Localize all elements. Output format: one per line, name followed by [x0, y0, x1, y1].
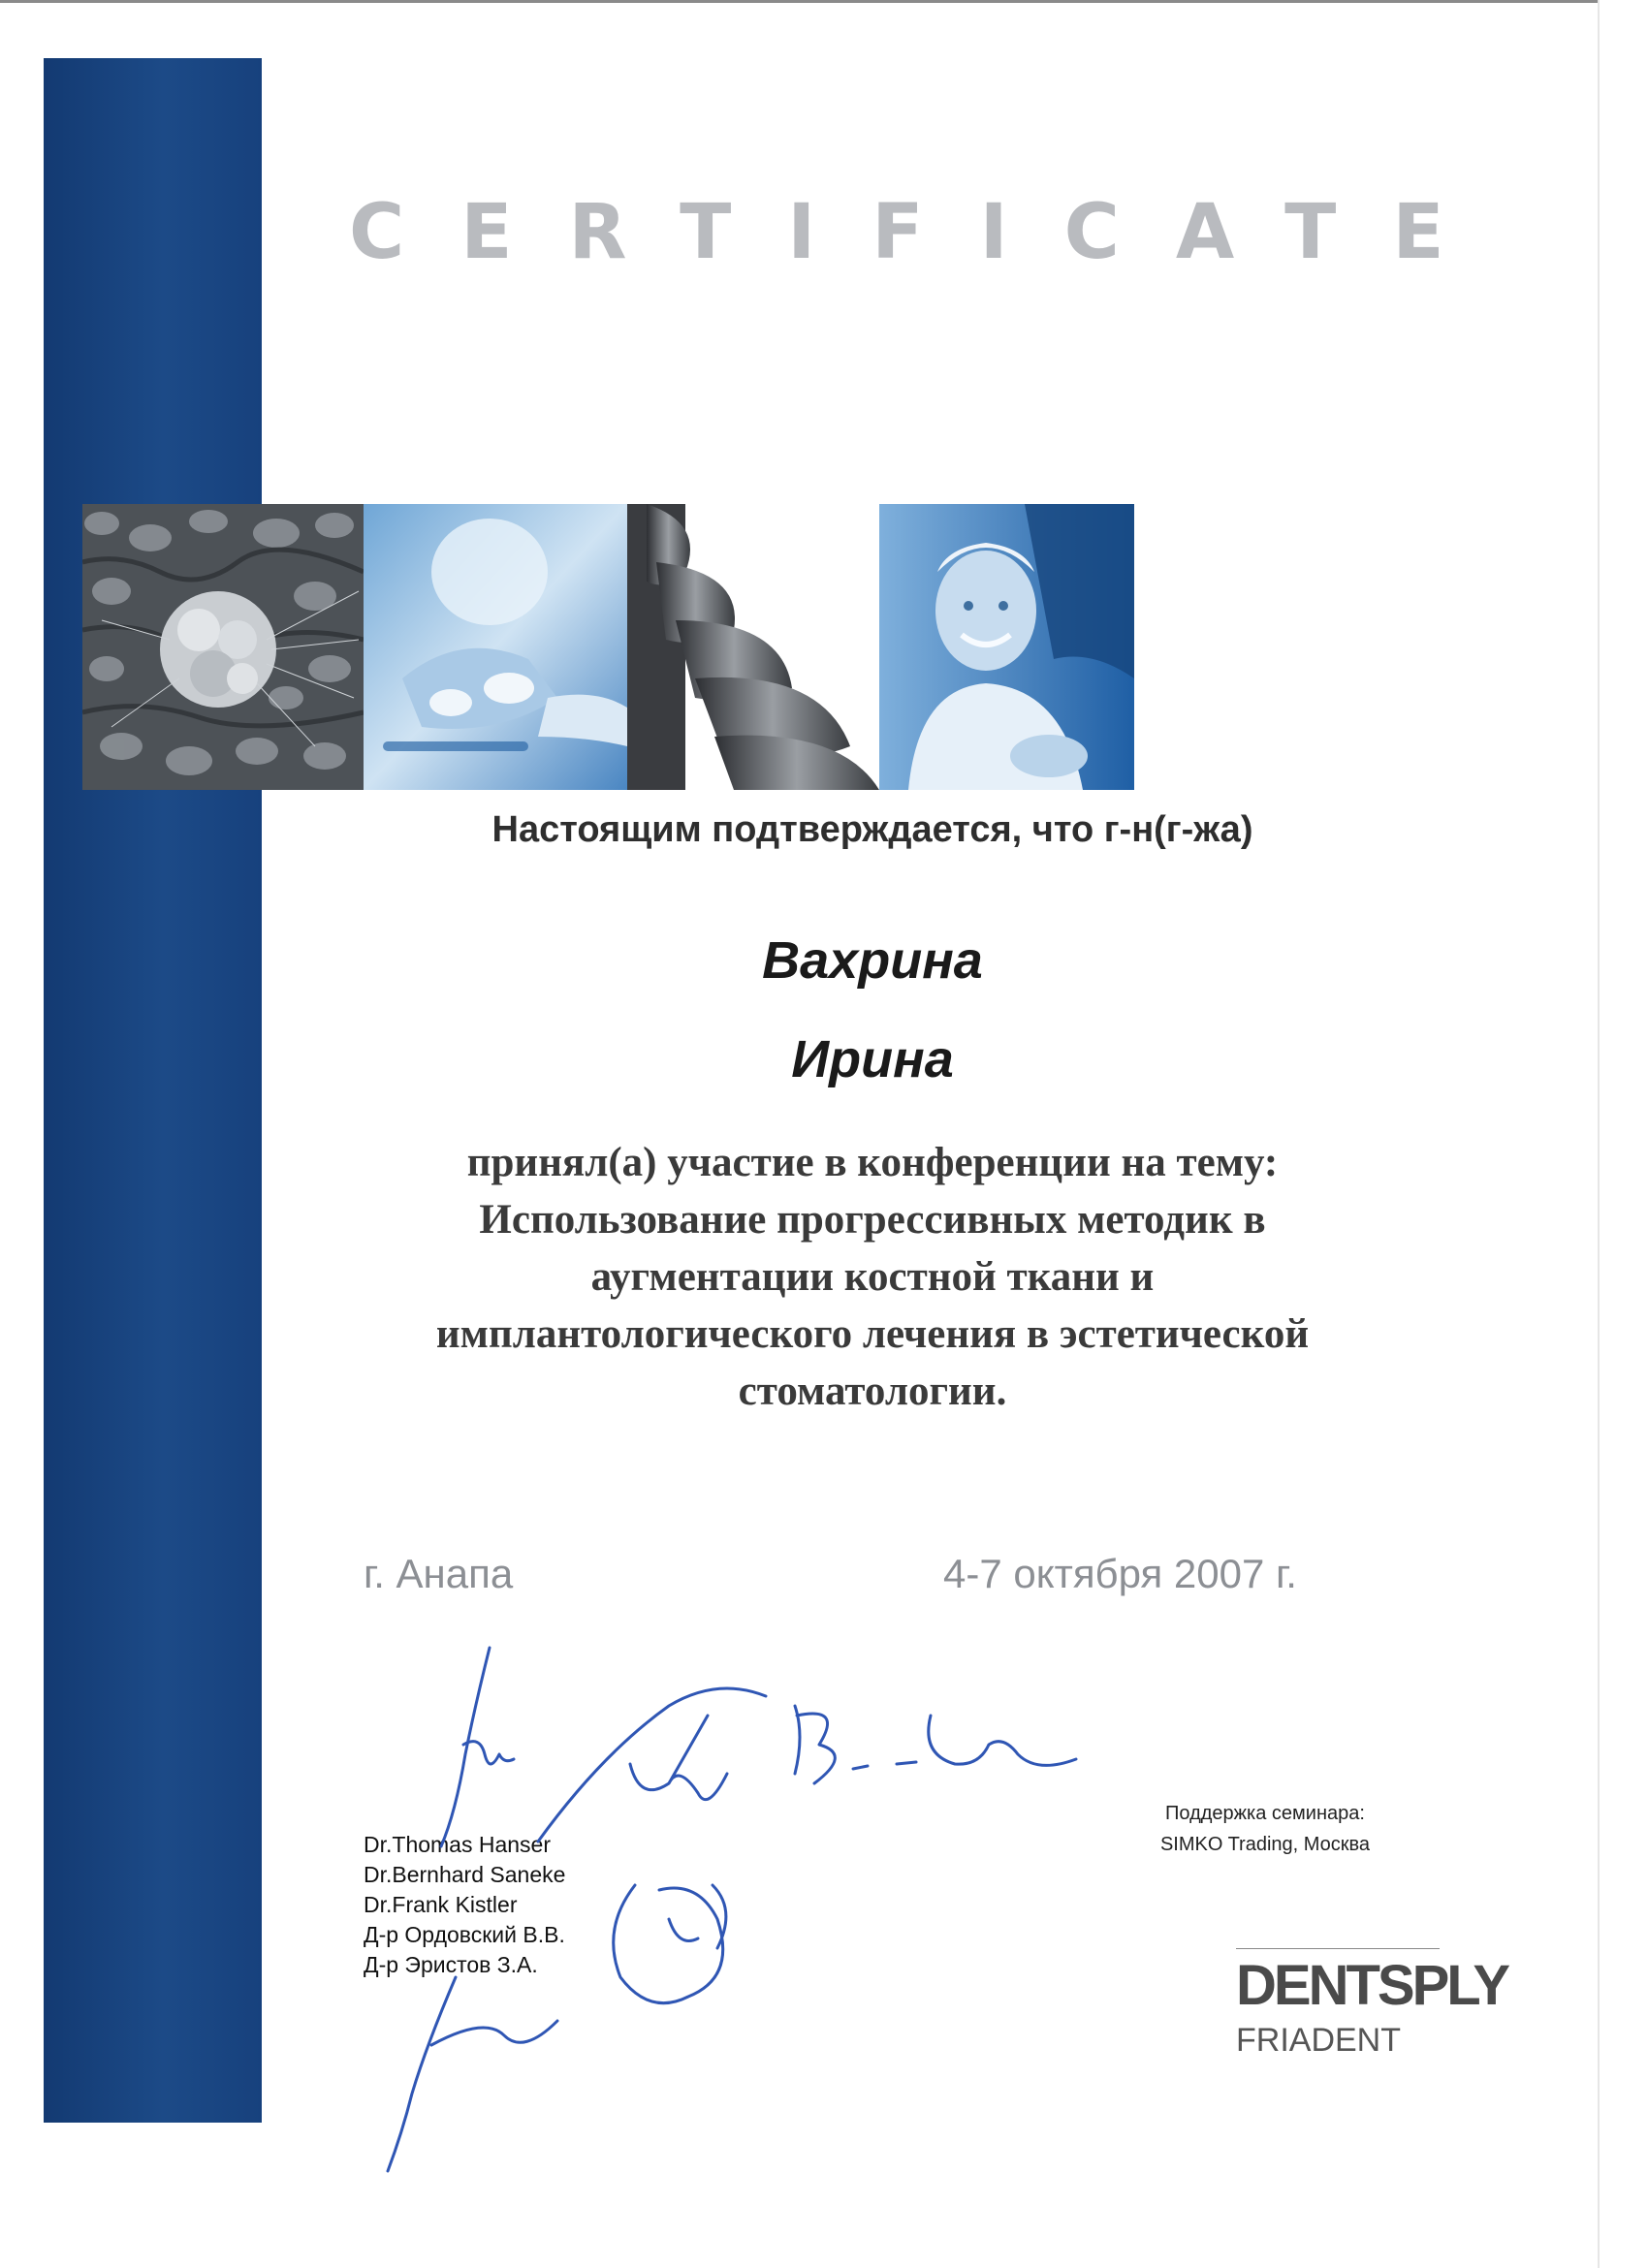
logo-divider: [1236, 1948, 1440, 1949]
photo-dental-lab: [364, 504, 627, 790]
support-organization: SIMKO Trading, Москва: [1159, 1834, 1371, 1855]
participation-line: принял(а) участие в конференции на тему:: [466, 1140, 1279, 1185]
signatory-name: Д-р Эристов З.А.: [364, 1952, 538, 1977]
participation-line: аугментации костной ткани и: [590, 1254, 1155, 1300]
page-right-edge: [1598, 0, 1600, 2268]
event-date: 4-7 октября 2007 г.: [943, 1551, 1297, 1596]
event-place: г. Анапа: [364, 1551, 514, 1596]
signatories-list: [364, 1830, 565, 1980]
participation-text: [349, 1134, 1396, 1420]
participation-line: имплантологического лечения в эстетической: [435, 1311, 1310, 1357]
page-top-edge: [0, 0, 1600, 3]
certificate-title: CERTIFICATE: [349, 189, 1501, 276]
recipient-surname: Вахрина: [762, 931, 983, 990]
signature-eristov: [388, 1977, 557, 2171]
photo-implant-thread: [627, 504, 879, 790]
participation-line: Использование прогрессивных методик в: [479, 1197, 1266, 1243]
photo-smiling-dentist: [879, 504, 1134, 790]
signature-kistler: [795, 1706, 1076, 1783]
confirmation-text: Настоящим подтверждается, что г-н(г-жа): [491, 809, 1253, 850]
support-label: Поддержка семинара:: [1165, 1803, 1365, 1824]
decorative-blue-bar: [44, 58, 262, 2123]
signatory-name: Dr.Thomas Hanser: [364, 1832, 552, 1857]
signatory-name: Д-р Ордовский В.В.: [364, 1922, 565, 1947]
dentsply-logo: DENTSPLY: [1236, 1954, 1508, 2017]
seminar-support: [1134, 1798, 1396, 1860]
photo-bone-cell: [82, 504, 364, 790]
signatory-name: Dr.Bernhard Saneke: [364, 1862, 566, 1887]
signatory-name: Dr.Frank Kistler: [364, 1892, 518, 1917]
recipient-first-name: Ирина: [791, 1030, 954, 1088]
signature-hanser: [441, 1648, 514, 1846]
friadent-logo: FRIADENT: [1236, 2022, 1401, 2059]
signature-ordovsky: [614, 1885, 726, 2003]
signature-saneke: [538, 1688, 766, 1842]
participation-line: стоматологии.: [738, 1369, 1007, 1414]
